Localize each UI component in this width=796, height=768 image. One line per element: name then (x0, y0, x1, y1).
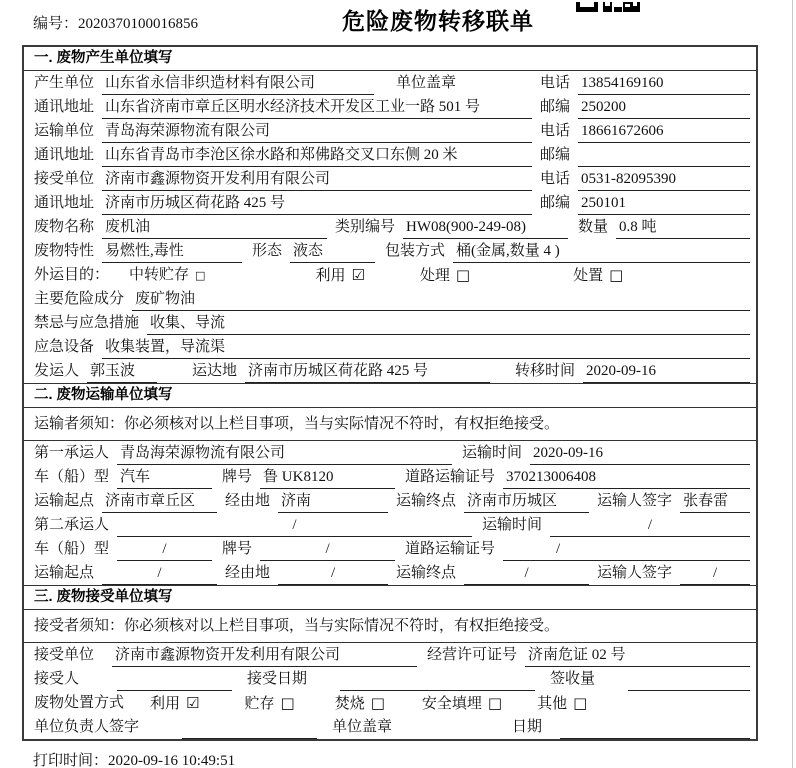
accepting-unit-row (24, 643, 756, 667)
receiver-zip-value: 250101 (578, 194, 750, 215)
accept-date-value (340, 670, 535, 691)
producer-address-value: 山东省济南市章丘区明水经济技术开发区工业一路 501 号 (102, 98, 532, 119)
purpose-transfer-storage-checkbox-icon: □ (195, 269, 206, 282)
transporter-zip-value (578, 146, 750, 167)
disposal-option-storage (244, 694, 294, 715)
vehicle1-type-label: 车（船）型 (34, 469, 110, 485)
unit-stamp-label: 单位盖章 (396, 75, 457, 91)
disposal-other-text: 其他 (537, 696, 568, 712)
transporter-phone-value: 18661672606 (578, 122, 750, 143)
disposal-reuse-checkbox-icon: ☑ (186, 694, 200, 712)
disposal-method-label: 废物处置方式 (34, 695, 125, 711)
waste-traits-value: 易燃性,毒性 (102, 242, 242, 263)
manifest-form-table (22, 45, 758, 741)
transport-time1-label: 运输时间 (462, 445, 523, 461)
destination-label: 运达地 (192, 363, 238, 379)
transfer-purpose-label: 外运目的： (34, 267, 110, 283)
disposal-storage-text: 贮存 (244, 696, 275, 712)
hazard-component-value: 废矿物油 (132, 290, 750, 311)
road-permit1-label: 道路运输证号 (405, 469, 496, 485)
second-carrier-label: 第二承运人 (34, 517, 110, 533)
license-label: 经营许可证号 (427, 647, 518, 663)
page-title: 危险废物转移联单 (342, 8, 534, 34)
plate1-label: 牌号 (222, 469, 253, 485)
producer-address-label: 通讯地址 (34, 99, 95, 115)
route1-via-label: 经由地 (225, 493, 271, 509)
waste-name-row (24, 215, 756, 239)
receiver-phone-label: 电话 (539, 171, 570, 187)
waste-category-label: 类别编号 (335, 219, 396, 235)
acceptor-value (117, 670, 232, 691)
waste-name-value: 废机油 (102, 218, 327, 239)
purpose-option-treatment (420, 266, 470, 287)
route1-sign-label: 运输人签字 (597, 493, 673, 509)
first-carrier-label: 第一承运人 (34, 445, 110, 461)
waste-quantity-label: 数量 (578, 219, 609, 235)
receiver-unit-value: 济南市鑫源物资开发利用有限公司 (102, 170, 532, 191)
vehicle1-type-value: 汽车 (117, 468, 212, 489)
receiver-phone-value: 0531-82095390 (578, 170, 750, 191)
emergency-equipment-label: 应急设备 (34, 339, 95, 355)
purpose-disposal-checkbox-icon: □ (609, 266, 624, 284)
responsible-signature-row (24, 715, 756, 739)
purpose-treatment-text: 处理 (419, 268, 450, 284)
accept-date-label: 接受日期 (247, 671, 308, 687)
disposal-other-checkbox-icon: □ (573, 694, 588, 712)
producer-unit-row (24, 71, 756, 95)
disposal-incineration-text: 焚烧 (334, 696, 365, 712)
waste-form-value: 液态 (290, 242, 375, 263)
disposal-landfill-text: 安全填埋 (421, 696, 482, 712)
serial-label: 编号： (33, 16, 79, 32)
disposal-option-other (537, 694, 587, 715)
transporter-zip-label: 邮编 (539, 147, 570, 163)
waste-category-value: HW08(900-249-08) (403, 218, 568, 239)
route1-row (24, 489, 756, 513)
transport-time2-value: / (550, 516, 750, 537)
route2-end-label: 运输终点 (396, 565, 457, 581)
emergency-equipment-row (24, 335, 756, 359)
disposal-reuse-text: 利用 (150, 696, 181, 712)
route2-start-value: / (102, 564, 217, 585)
vehicle2-type-label: 车（船）型 (34, 541, 110, 557)
waste-traits-row (24, 239, 756, 263)
second-carrier-value: / (117, 516, 472, 537)
plate2-label: 牌号 (222, 541, 253, 557)
print-time-line (33, 749, 235, 768)
transporter-address-label: 通讯地址 (34, 147, 95, 163)
route2-via-label: 经由地 (225, 565, 271, 581)
transporter-unit-label: 运输单位 (34, 123, 95, 139)
transfer-time-label: 转移时间 (515, 363, 576, 379)
receiver-address-value: 济南市历城区荷花路 425 号 (102, 194, 532, 215)
transporter-address-value: 山东省青岛市李沧区徐水路和郑佛路交叉口东侧 20 米 (102, 146, 532, 167)
dispatcher-label: 发运人 (34, 363, 80, 379)
disposal-option-landfill (422, 694, 502, 715)
producer-unit-value: 山东省永信非织造材料有限公司 (102, 74, 374, 95)
road-permit2-extension (613, 540, 750, 561)
producer-address-row (24, 95, 756, 119)
section-producer-header: 一. 废物产生单位填写 (24, 47, 756, 71)
dispatcher-value: 郭玉波 (87, 362, 157, 383)
disposal-landfill-checkbox-icon: □ (487, 694, 503, 712)
section-producer (24, 47, 756, 383)
receiver-unit-row (24, 167, 756, 191)
route1-sign-value: 张春雷 (680, 492, 750, 513)
waste-traits-label: 废物特性 (34, 243, 95, 259)
receiver-stamp-label: 单位盖章 (332, 719, 393, 735)
acceptor-label: 接受人 (34, 671, 80, 687)
route1-end-label: 运输终点 (396, 493, 457, 509)
dispatcher-row (24, 359, 756, 383)
producer-zip-value: 250200 (578, 98, 750, 119)
hazard-component-row (24, 287, 756, 311)
emergency-equipment-value: 收集装置，导流渠 (102, 338, 750, 359)
received-qty-label: 签收量 (550, 671, 596, 687)
disposal-method-row (24, 691, 756, 715)
packing-label: 包装方式 (385, 243, 446, 259)
waste-form-label: 形态 (252, 243, 283, 259)
sign-date-value (560, 718, 750, 739)
waste-quantity-value: 0.8 吨 (616, 218, 750, 239)
received-qty-value (628, 670, 750, 691)
vehicle1-row (24, 465, 756, 489)
transport-time2-label: 运输时间 (482, 517, 543, 533)
destination-value: 济南市历城区荷花路 425 号 (245, 362, 490, 383)
producer-unit-label: 产生单位 (34, 75, 95, 91)
disposal-option-reuse (150, 694, 199, 715)
qr-code-fragment-icon (576, 0, 642, 10)
section-receiver (24, 585, 756, 739)
route1-via-value: 济南 (278, 492, 388, 513)
receiver-notice: 接受者须知：你必须核对以上栏目事项，当与实际情况不符时，有权拒绝接受。 (24, 610, 756, 643)
section-receiver-header: 三. 废物接受单位填写 (24, 586, 756, 610)
purpose-option-transfer-storage (129, 266, 205, 287)
route2-end-value: / (464, 564, 589, 585)
acceptor-row (24, 667, 756, 691)
transporter-address-row (24, 143, 756, 167)
receiver-address-label: 通讯地址 (34, 195, 95, 211)
section-transporter-header: 二. 废物运输单位填写 (24, 384, 756, 408)
disposal-incineration-checkbox-icon: □ (370, 694, 385, 712)
producer-zip-label: 邮编 (539, 99, 570, 115)
plate1-value: 鲁 UK8120 (260, 468, 395, 489)
purpose-reuse-checkbox-icon: ☑ (351, 266, 365, 284)
road-permit1-value: 370213006408 (503, 468, 750, 489)
road-permit2-label: 道路运输证号 (405, 541, 496, 557)
vehicle2-row (24, 537, 756, 561)
vehicle2-type-value: / (117, 540, 212, 561)
emergency-measures-label: 禁忌与应急措施 (34, 315, 140, 331)
purpose-reuse-text: 利用 (315, 268, 346, 284)
road-permit2-value: / (503, 540, 613, 561)
hazard-component-label: 主要危险成分 (34, 291, 125, 307)
accepting-unit-value: 济南市鑫源物资开发利用有限公司 (112, 646, 417, 667)
route2-via-value: / (278, 564, 388, 585)
packing-value: 桶(金属,数量 4 ) (453, 242, 750, 263)
license-value: 济南危证 02 号 (525, 646, 750, 667)
transporter-notice: 运输者须知：你必须核对以上栏目事项，当与实际情况不符时，有权拒绝接受。 (24, 408, 756, 441)
transport-time1-value: 2020-09-16 (530, 444, 750, 465)
print-time-value: 2020-09-16 10:49:51 (108, 753, 236, 768)
producer-phone-label: 电话 (539, 75, 570, 91)
disposal-storage-checkbox-icon: □ (280, 694, 295, 712)
section-transporter (24, 383, 756, 585)
transfer-time-value: 2020-09-16 (583, 362, 750, 383)
purpose-treatment-checkbox-icon: □ (455, 266, 471, 284)
print-time-label: 打印时间： (33, 753, 109, 768)
purpose-option-reuse (315, 266, 364, 287)
responsible-signature-label: 单位负责人签字 (34, 719, 140, 735)
route1-end-value: 济南市历城区 (464, 492, 589, 513)
producer-phone-value: 13854169160 (578, 74, 750, 95)
receiver-address-row (24, 191, 756, 215)
route1-start-label: 运输起点 (34, 493, 95, 509)
route2-sign-value: / (680, 564, 750, 585)
first-carrier-value: 青岛海荣源物流有限公司 (117, 444, 452, 465)
transporter-phone-label: 电话 (539, 123, 570, 139)
route1-start-value: 济南市章丘区 (102, 492, 217, 513)
page-right-edge-divider (792, 0, 793, 768)
emergency-measures-row (24, 311, 756, 335)
route2-row (24, 561, 756, 585)
emergency-measures-value: 收集、导流 (147, 314, 750, 335)
serial-number: 2020370100016856 (78, 16, 199, 32)
purpose-option-disposal (573, 266, 623, 287)
responsible-signature-value (182, 718, 317, 739)
transfer-purpose-row (24, 263, 756, 287)
plate2-value: / (260, 540, 395, 561)
second-carrier-row (24, 513, 756, 537)
waste-name-label: 废物名称 (34, 219, 95, 235)
accepting-unit-label: 接受单位 (34, 647, 95, 663)
transporter-unit-row (24, 119, 756, 143)
receiver-zip-label: 邮编 (539, 195, 570, 211)
route2-sign-label: 运输人签字 (597, 565, 673, 581)
receiver-unit-label: 接受单位 (34, 171, 95, 187)
first-carrier-row (24, 441, 756, 465)
route2-start-label: 运输起点 (34, 565, 95, 581)
sign-date-label: 日期 (512, 719, 543, 735)
disposal-option-incineration (335, 694, 385, 715)
transporter-unit-value: 青岛海荣源物流有限公司 (102, 122, 532, 143)
purpose-transfer-storage-text: 中转贮存 (129, 267, 190, 283)
purpose-disposal-text: 处置 (573, 268, 604, 284)
